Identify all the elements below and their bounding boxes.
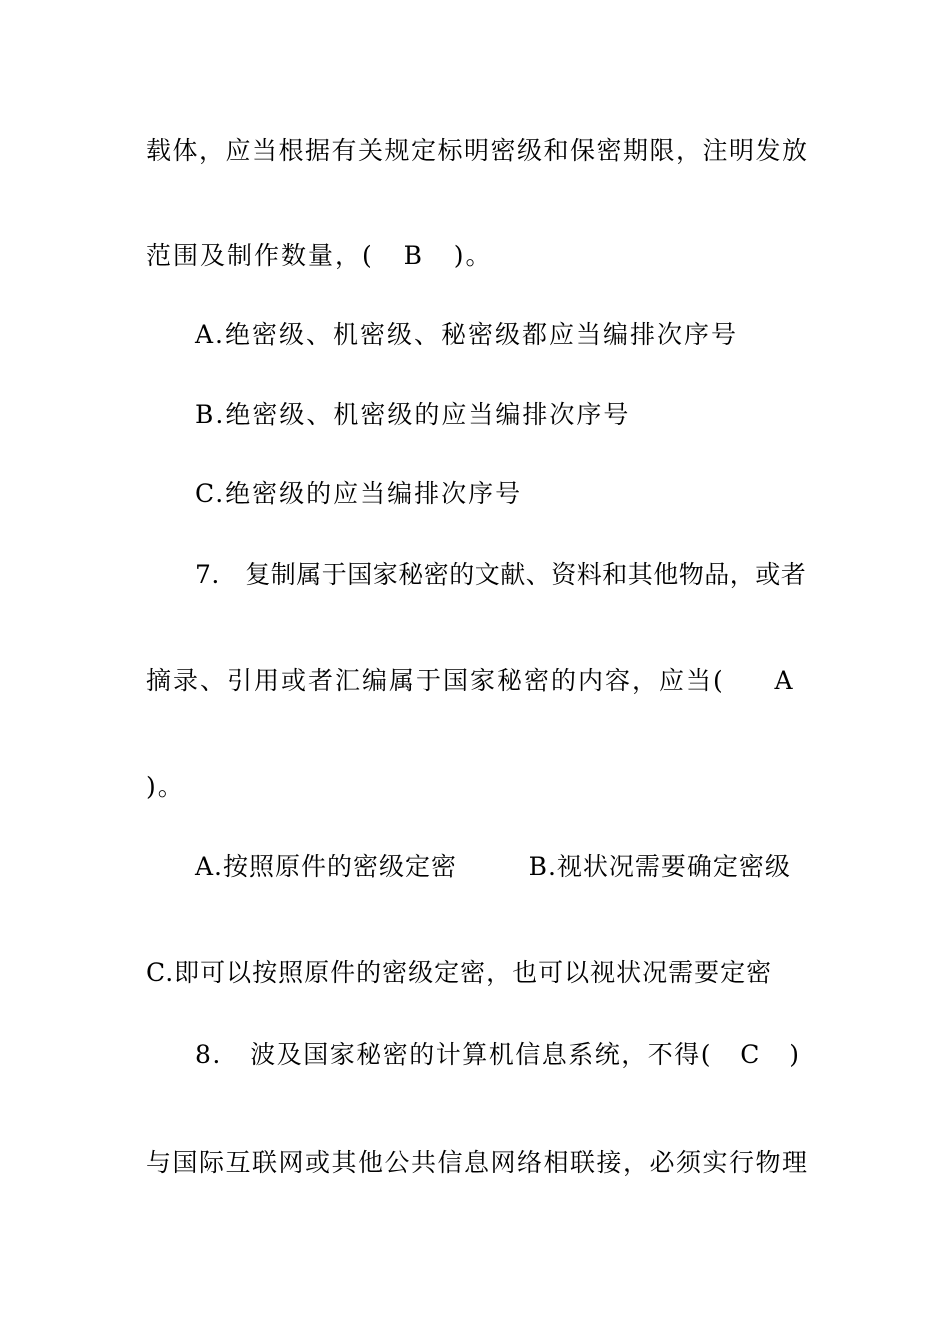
paragraph-line: 摘录、引用或者汇编属于国家秘密的内容，应当( A xyxy=(146,666,795,695)
option-line: C.即可以按照原件的密级定密，也可以视状况需要定密 xyxy=(146,958,773,987)
paragraph-line: 范围及制作数量，( B )。 xyxy=(146,241,493,270)
paragraph-line: 载体，应当根据有关规定标明密级和保密期限，注明发放 xyxy=(146,136,809,165)
option-line: A.按照原件的密级定密 B.视状况需要确定密级 xyxy=(195,852,791,881)
option-line: B.绝密级、机密级的应当编排次序号 xyxy=(195,400,631,429)
option-line: A.绝密级、机密级、秘密级都应当编排次序号 xyxy=(195,320,739,349)
paragraph-line: 与国际互联网或其他公共信息网络相联接，必须实行物理 xyxy=(146,1148,809,1177)
paragraph-line: )。 xyxy=(146,772,185,801)
question-line: 8. 波及国家秘密的计算机信息系统，不得( C ) xyxy=(195,1040,801,1069)
option-line: C.绝密级的应当编排次序号 xyxy=(195,479,523,508)
question-line: 7. 复制属于国家秘密的文献、资料和其他物品，或者 xyxy=(195,560,807,589)
